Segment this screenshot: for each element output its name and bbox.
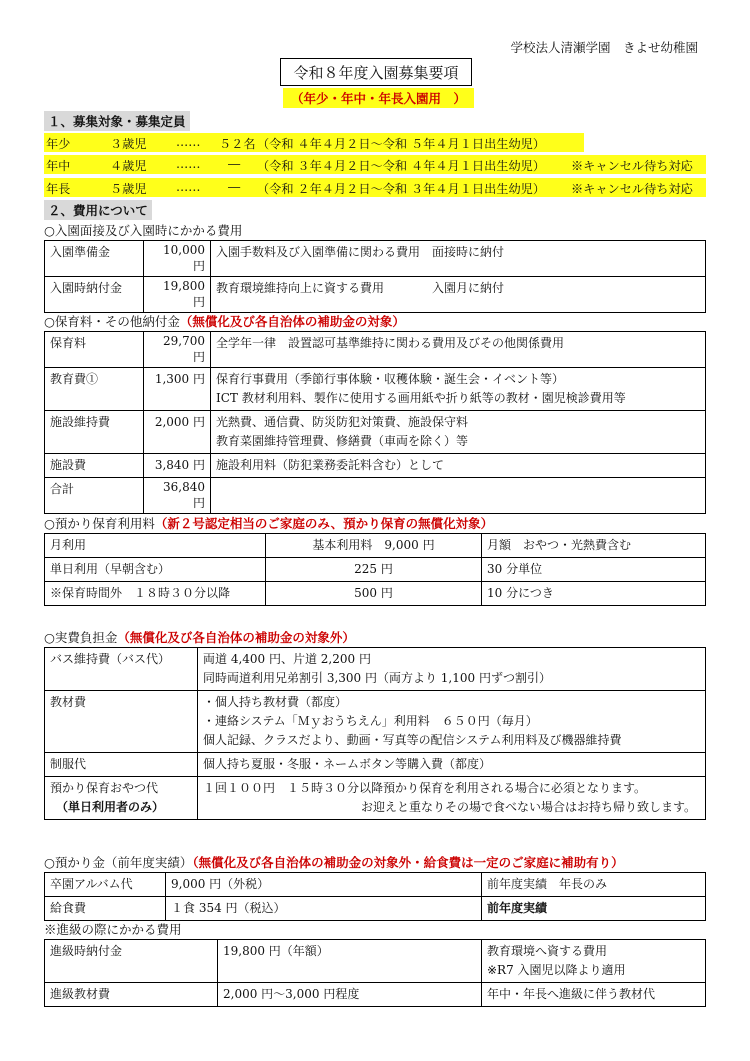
table-row: [45, 277, 706, 313]
c2-cell: 225 円: [266, 558, 482, 582]
waitlist-note: ※キャンセル待ち対応: [571, 182, 693, 196]
section-1-heading: １、募集対象・募集定員: [44, 111, 190, 131]
childcare-table: [44, 533, 706, 606]
desc-cell: [198, 753, 706, 777]
amount-cell: １食 354 円（税込）: [166, 897, 482, 921]
desc-line: お迎えと重なりその場で食べない場合はお持ち帰り致します。: [360, 800, 696, 814]
page-title: 令和８年度入園募集要項: [280, 58, 472, 86]
amount-cell: 2,000 円: [144, 411, 211, 454]
item-cell: 制服代: [45, 753, 198, 777]
childcare-heading-text: ○預かり保育利用料: [44, 516, 155, 531]
birth-range: （令和 ２年４月２日～令和 ３年４月１日出生幼児）: [257, 182, 546, 196]
tuition-heading: [44, 312, 405, 330]
amount-cell: 10,000 円: [144, 241, 211, 277]
desc-cell: [211, 478, 706, 514]
desc-cell: [198, 777, 706, 820]
tuition-heading-note: （無償化及び各自治体の補助金の対象）: [179, 314, 405, 329]
desc-line: 施設利用料（防犯業務委託料含む）として: [216, 458, 445, 472]
childcare-heading-note: （新２号認定相当のご家庭のみ、預かり保育の無償化対象）: [154, 516, 494, 531]
item-cell: 進級時納付金: [45, 940, 218, 983]
desc-cell: [198, 648, 706, 691]
desc-cell: [211, 454, 706, 478]
desc-line: 全学年一律 設置認可基準維持に関わる費用及びその他関係費用: [216, 336, 565, 350]
capacity: ―: [228, 157, 241, 171]
promotion-heading: ※進級の際にかかる費用: [44, 922, 182, 937]
item-cell: 教育費①: [45, 368, 144, 411]
item-line-note: （単日利用者のみ）: [56, 800, 165, 814]
desc-line: １回１００円 １５時３０分以降預かり保育を利用される場合に必須となります。: [203, 781, 647, 795]
desc-line: ICT 教材利用料、製作に使用する画用紙や折り紙等の教材・園児検診費用等: [216, 391, 626, 405]
age-label: ４歳児: [110, 159, 147, 173]
desc-line: 同時両道利用兄弟割引 3,300 円（両方より 1,100 円ずつ割引）: [203, 671, 551, 685]
grade-label: 年中: [46, 159, 71, 173]
table-row: [45, 940, 706, 983]
c1-cell: ※保育時間外 １８時３０分以降: [45, 582, 266, 606]
desc-cell: 入園手数料及び入園準備に関わる費用 面接時に納付: [211, 241, 706, 277]
note-line: ※R7 入園児以降より適用: [487, 963, 626, 977]
desc-cell: [198, 691, 706, 753]
table-row-total: [45, 478, 706, 514]
actual-cost-heading-text: ○実費負担金: [44, 630, 118, 645]
amount-cell: 1,300 円: [144, 368, 211, 411]
dots: ……: [176, 180, 201, 194]
desc-line: 個人記録、クラスだより、動画・写真等の配信システム利用料及び機器維持費: [203, 733, 622, 747]
c2-cell: 500 円: [266, 582, 482, 606]
item-cell: 保育料: [45, 332, 144, 368]
c1-cell: 単日利用（早朝含む）: [45, 558, 266, 582]
table-row: [45, 332, 706, 368]
deposit-heading: [44, 853, 624, 871]
c3-cell: 月額 おやつ・光熱費含む: [482, 534, 706, 558]
table-row: [45, 582, 706, 606]
item-cell: 卒園アルバム代: [45, 873, 166, 897]
c1-cell: 月利用: [45, 534, 266, 558]
page-subtitle: （年少・年中・年長入園用 ）: [283, 88, 474, 108]
note-cell: 前年度実績 年長のみ: [482, 873, 706, 897]
desc-line: 個人持ち夏服・冬服・ネームボタン等購入費（都度）: [203, 757, 492, 771]
amount-cell: 3,840 円: [144, 454, 211, 478]
item-line: 預かり保育おやつ代: [50, 781, 159, 795]
item-cell: 給食費: [45, 897, 166, 921]
entry-fees-heading: ○入園面接及び入園時にかかる費用: [44, 223, 243, 238]
item-cell: 施設費: [45, 454, 144, 478]
section-2-heading: ２、費用について: [44, 200, 152, 220]
note-cell: 前年度実績: [482, 897, 706, 921]
school-name: 学校法人清瀬学園 きよせ幼稚園: [510, 40, 698, 55]
table-row: [45, 753, 706, 777]
item-cell: 進級教材費: [45, 983, 218, 1007]
waitlist-note: ※キャンセル待ち対応: [571, 159, 693, 173]
table-row: [45, 897, 706, 921]
table-row: [45, 454, 706, 478]
tuition-table: [44, 331, 706, 514]
table-row: [45, 983, 706, 1007]
deposit-heading-text: ○預かり金（前年度実績）: [44, 855, 193, 870]
childcare-heading: [44, 514, 493, 532]
note-line: 教育環境へ資する費用: [487, 944, 608, 958]
c3-cell: 30 分単位: [482, 558, 706, 582]
enrollment-row-nensho: [44, 133, 584, 152]
note-cell: [482, 983, 706, 1007]
table-row: [45, 873, 706, 897]
note-cell: [482, 940, 706, 983]
desc-cell: [211, 332, 706, 368]
grade-label: 年少: [46, 137, 71, 151]
c3-cell: 10 分につき: [482, 582, 706, 606]
amount-cell: 36,840 円: [144, 478, 211, 514]
desc-cell: 教育環境維持向上に資する費用 入園月に納付: [211, 277, 706, 313]
birth-range: （令和 ４年４月２日～令和 ５年４月１日出生幼児）: [257, 137, 546, 151]
amount-cell: 2,000 円～3,000 円程度: [218, 983, 482, 1007]
table-row: [45, 411, 706, 454]
deposit-table: [44, 872, 706, 921]
dots: ……: [176, 157, 201, 171]
enrollment-row-nenchu: [44, 155, 706, 174]
table-row: [45, 691, 706, 753]
item-cell: バス維持費（バス代）: [45, 648, 198, 691]
entry-fees-table: [44, 240, 706, 313]
enrollment-row-nencho: [44, 178, 706, 197]
c2-cell: 基本利用料 9,000 円: [266, 534, 482, 558]
age-label: ５歳児: [110, 182, 147, 196]
amount-cell: 19,800 円（年額）: [218, 940, 482, 983]
actual-cost-heading-note: （無償化及び各自治体の補助金の対象外）: [117, 630, 355, 645]
item-cell: 施設維持費: [45, 411, 144, 454]
promotion-table: [44, 939, 706, 1007]
deposit-heading-note: （無償化及び各自治体の補助金の対象外・給食費は一定のご家庭に補助有り）: [192, 855, 624, 870]
item-cell: 教材費: [45, 691, 198, 753]
amount-cell: 29,700 円: [144, 332, 211, 368]
item-cell: 入園準備金: [45, 241, 144, 277]
desc-line: 光熱費、通信費、防災防犯対策費、施設保守料: [216, 415, 469, 429]
item-cell: 合計: [45, 478, 144, 514]
item-cell: [45, 777, 198, 820]
note-line: 年中・年長へ進級に伴う教材代: [487, 987, 656, 1001]
table-row: [45, 777, 706, 820]
capacity: ―: [228, 180, 241, 194]
actual-cost-table: [44, 647, 706, 820]
grade-label: 年長: [46, 182, 71, 196]
desc-line: 保育行事費用（季節行事体験・収穫体験・誕生会・イベント等）: [216, 372, 565, 386]
dots: ……: [176, 135, 201, 149]
table-row: [45, 648, 706, 691]
desc-line: ・連絡システム「Ｍｙおうちえん」利用料 ６５０円（毎月）: [203, 714, 538, 728]
tuition-heading-text: ○保育料・その他納付金: [44, 314, 180, 329]
table-row: [45, 368, 706, 411]
desc-line: ・個人持ち教材費（都度）: [203, 695, 348, 709]
capacity: ５２名: [219, 137, 256, 151]
table-row: [45, 534, 706, 558]
desc-line: 両道 4,400 円、片道 2,200 円: [203, 652, 371, 666]
desc-cell: [211, 368, 706, 411]
age-label: ３歳児: [110, 137, 147, 151]
amount-cell: 19,800 円: [144, 277, 211, 313]
birth-range: （令和 ３年４月２日～令和 ４年４月１日出生幼児）: [257, 159, 546, 173]
desc-cell: [211, 411, 706, 454]
amount-cell: 9,000 円（外税）: [166, 873, 482, 897]
table-row: [45, 241, 706, 277]
item-cell: 入園時納付金: [45, 277, 144, 313]
desc-line: 教育菜園維持管理費、修繕費（車両を除く）等: [216, 434, 469, 448]
actual-cost-heading: [44, 628, 355, 646]
table-row: [45, 558, 706, 582]
